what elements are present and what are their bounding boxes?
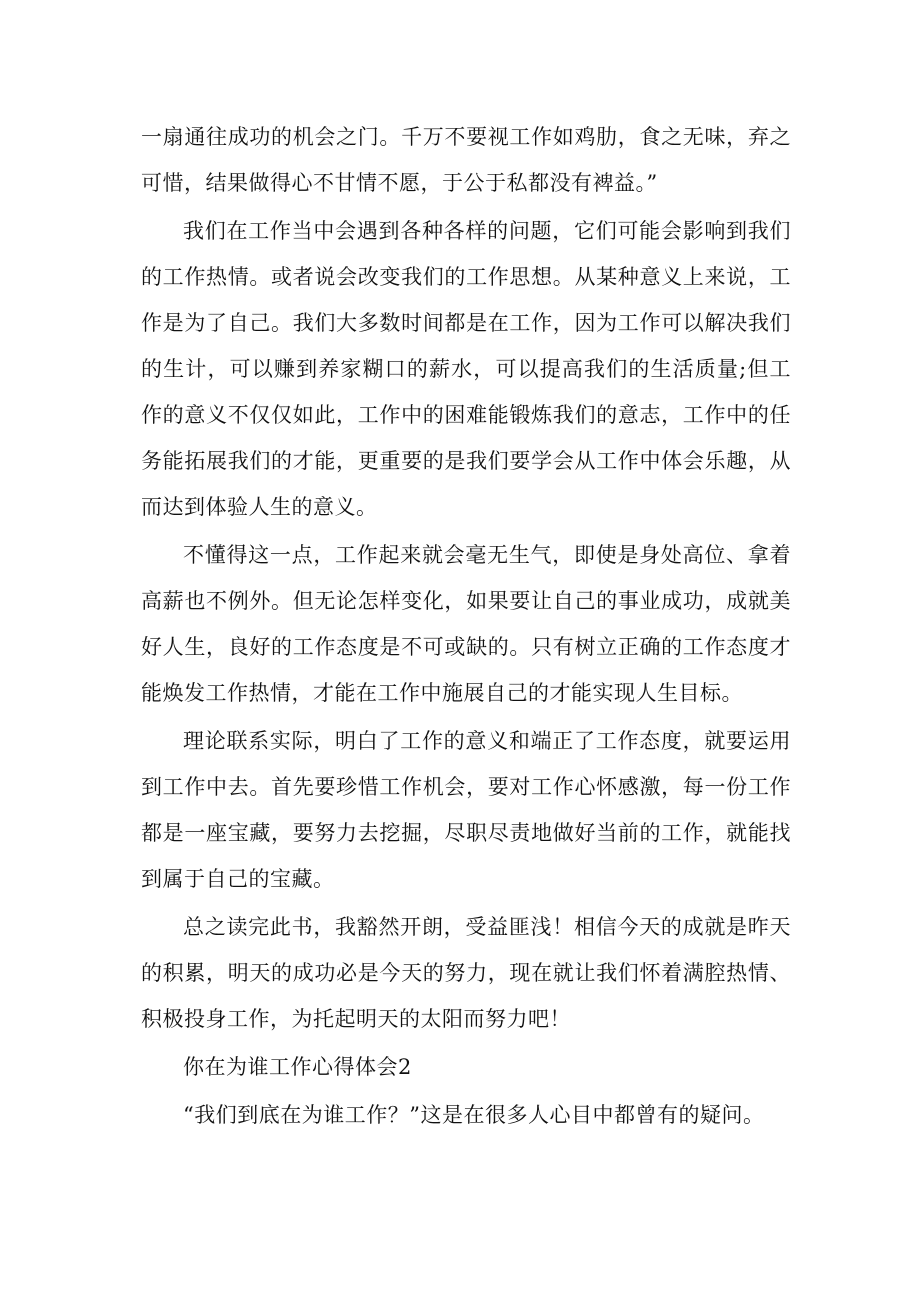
paragraph-1: 一扇通往成功的机会之门。千万不要视工作如鸡肋，食之无味，弃之可惜，结果做得心不甘情不愿，于公于私都没有裨益。” xyxy=(141,125,791,195)
document-page xyxy=(141,114,791,1140)
section-heading: 你在为谁工作心得体会2 xyxy=(183,1055,412,1079)
paragraph-6: “我们到底在为谁工作？”这是在很多人心目中都曾有的疑问。 xyxy=(183,1103,765,1127)
paragraph-5: 总之读完此书，我豁然开朗，受益匪浅！相信今天的成就是昨天的积累，明天的成功必是今天的努力，现在就让我们怀着满腔热情、积极投身工作，为托起明天的太阳而努力吧！ xyxy=(141,915,791,1031)
paragraph-3: 不懂得这一点，工作起来就会毫无生气，即使是身处高位、拿着高薪也不例外。但无论怎样变化，如果要让自己的事业成功，成就美好人生，良好的工作态度是不可或缺的。只有树立正确的工作态度才能焕发工作热情，才能在工作中施展自己的才能实现人生目标。 xyxy=(141,543,791,705)
paragraph-2: 我们在工作当中会遇到各种各样的问题，它们可能会影响到我们的工作热情。或者说会改变我们的工作思想。从某种意义上来说，工作是为了自己。我们大多数时间都是在工作，因为工作可以解决我们的生计，可以赚到养家糊口的薪水，可以提高我们的生活质量;但工作的意义不仅仅如此，工作中的困难能锻炼我们的意志，工作中的任务能拓展我们的才能，更重要的是我们要学会从工作中体会乐趣，从而达到体验人生的意义。 xyxy=(141,219,791,519)
paragraph-4: 理论联系实际，明白了工作的意义和端正了工作态度，就要运用到工作中去。首先要珍惜工作机会，要对工作心怀感激，每一份工作都是一座宝藏，要努力去挖掘，尽职尽责地做好当前的工作，就能找到属于自己的宝藏。 xyxy=(141,729,791,891)
